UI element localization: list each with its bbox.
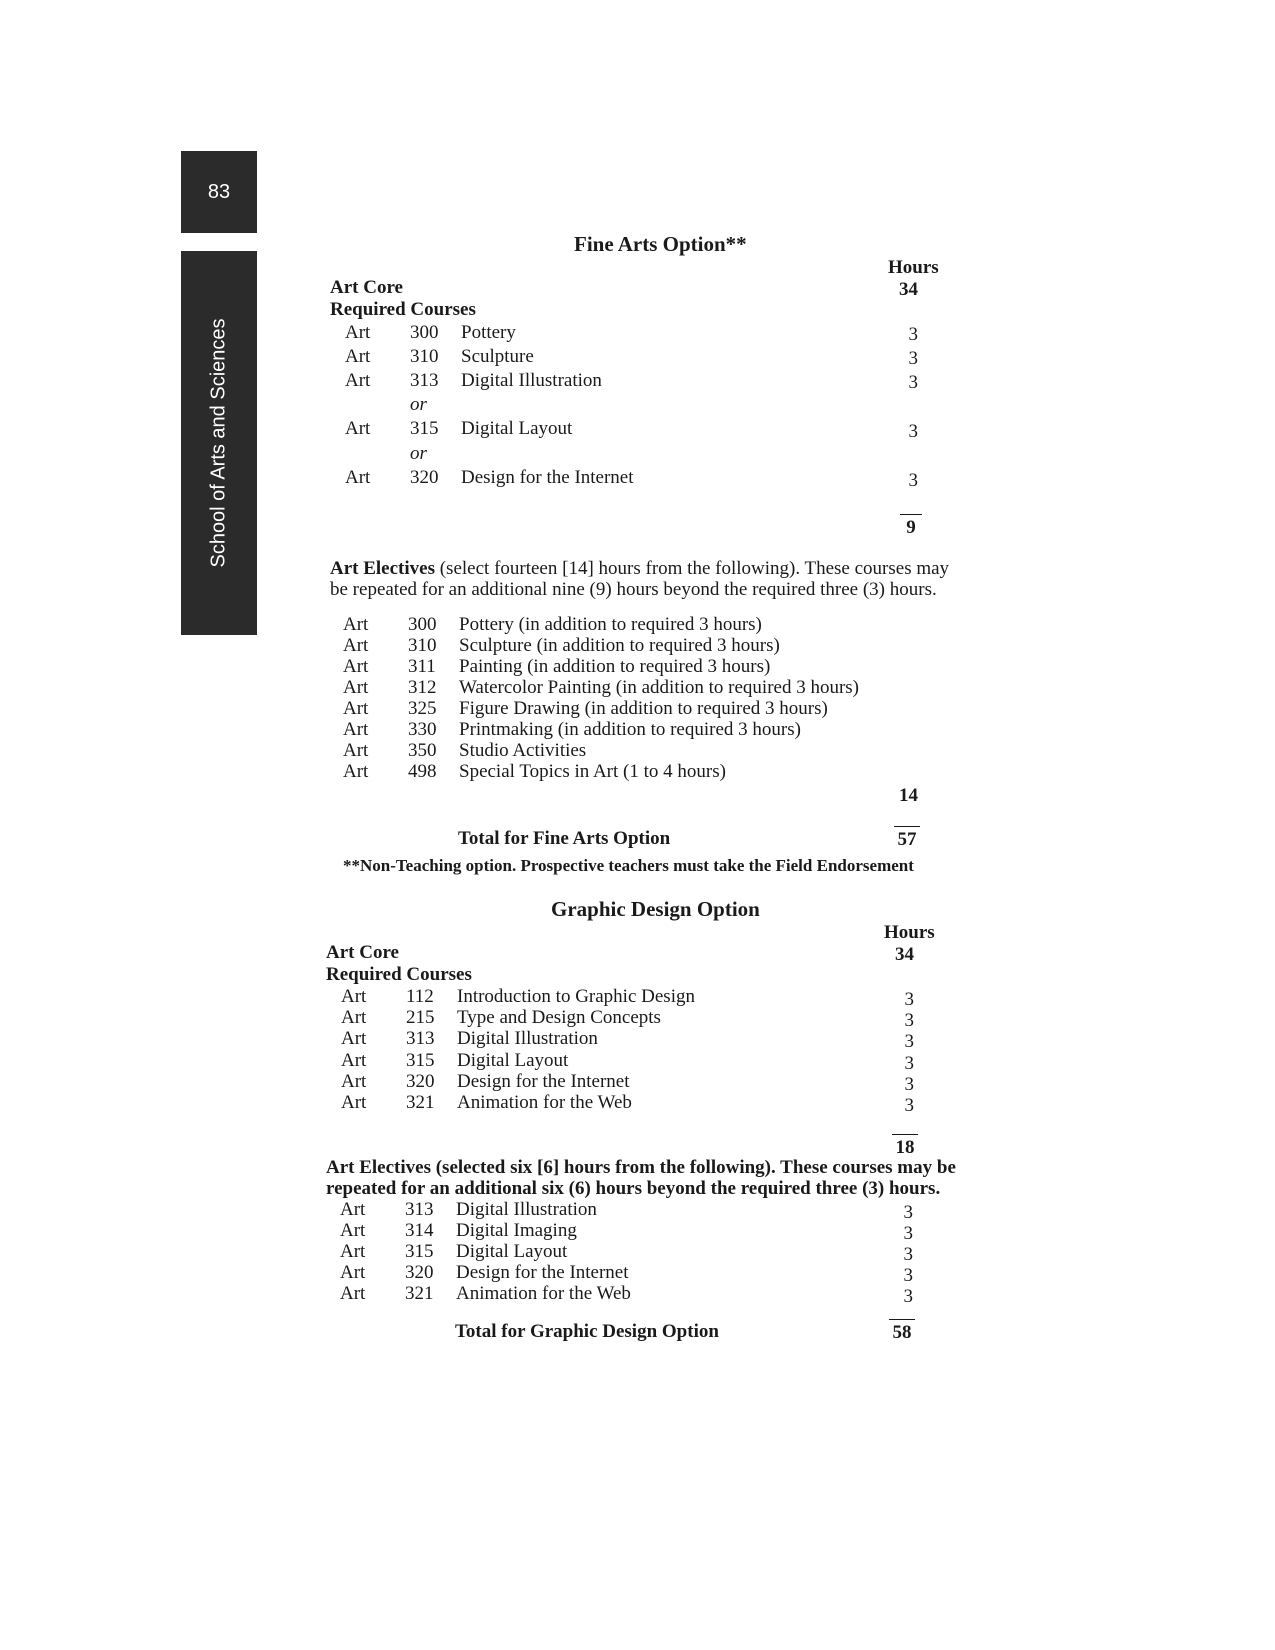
course-hours: 3 xyxy=(904,1095,914,1116)
graphic-design-required-label: Required Courses xyxy=(326,964,472,985)
course-name: Pottery (in addition to required 3 hours) xyxy=(459,614,762,635)
graphic-design-required-subtotal: 18 xyxy=(892,1134,918,1159)
page-number-tab xyxy=(181,151,257,233)
graphic-design-core-label: Art Core xyxy=(326,942,399,963)
course-number: 215 xyxy=(406,1007,435,1028)
course-dept: Art xyxy=(345,322,371,343)
graphic-design-electives-note: repeated for an additional six (6) hours beyond the required three (3) hours. xyxy=(326,1178,941,1199)
course-number: 320 xyxy=(405,1262,434,1283)
course-name: Design for the Internet xyxy=(461,467,634,488)
course-dept: Art xyxy=(340,1283,366,1304)
section-tab-label: School of Arts and Sciences xyxy=(207,318,230,568)
course-name: Figure Drawing (in addition to required 3 hours) xyxy=(459,698,828,719)
course-number: 310 xyxy=(410,346,439,367)
fine-arts-required-subtotal: 9 xyxy=(900,514,922,539)
course-name: Digital Illustration xyxy=(461,370,602,391)
course-name: Design for the Internet xyxy=(456,1262,629,1283)
course-hours: 3 xyxy=(908,421,918,442)
course-number: 313 xyxy=(410,370,439,391)
course-number: 320 xyxy=(410,467,439,488)
course-name: Animation for the Web xyxy=(456,1283,631,1304)
course-hours: 3 xyxy=(904,1053,914,1074)
course-hours: 3 xyxy=(903,1223,913,1244)
fine-arts-electives-note: be repeated for an additional nine (9) hours beyond the required three (3) hours. xyxy=(330,579,937,600)
course-dept: Art xyxy=(343,614,369,635)
graphic-design-total: 58 xyxy=(889,1319,915,1344)
course-dept: Art xyxy=(340,1241,366,1262)
page-number: 83 xyxy=(207,180,231,203)
course-name: Printmaking (in addition to required 3 hours) xyxy=(459,719,801,740)
course-hours: 3 xyxy=(903,1265,913,1286)
course-name: Special Topics in Art (1 to 4 hours) xyxy=(459,761,726,782)
course-name: Animation for the Web xyxy=(457,1092,632,1113)
course-number: 498 xyxy=(408,761,437,782)
fine-arts-title: Fine Arts Option** xyxy=(574,232,747,256)
graphic-design-total-label: Total for Graphic Design Option xyxy=(455,1321,719,1342)
course-dept: Art xyxy=(343,656,369,677)
course-dept: Art xyxy=(343,677,369,698)
course-hours: 3 xyxy=(904,989,914,1010)
fine-arts-core-hours: 34 xyxy=(899,279,918,300)
or-separator: or xyxy=(410,443,427,464)
course-number: 315 xyxy=(406,1050,435,1071)
course-name: Sculpture xyxy=(461,346,534,367)
course-dept: Art xyxy=(345,346,371,367)
course-name: Digital Layout xyxy=(456,1241,568,1262)
section-side-tab xyxy=(181,251,257,635)
electives-note: (select fourteen [14] hours from the following). These courses may xyxy=(439,558,950,579)
course-name: Sculpture (in addition to required 3 hours) xyxy=(459,635,780,656)
course-name: Digital Illustration xyxy=(457,1028,598,1049)
course-dept: Art xyxy=(341,1007,367,1028)
graphic-design-hours-header: Hours xyxy=(884,922,935,943)
course-dept: Art xyxy=(341,1028,367,1049)
course-dept: Art xyxy=(345,418,371,439)
course-name: Digital Layout xyxy=(457,1050,569,1071)
graphic-design-title: Graphic Design Option xyxy=(551,897,760,921)
course-hours: 3 xyxy=(903,1202,913,1223)
course-dept: Art xyxy=(340,1199,366,1220)
course-dept: Art xyxy=(343,698,369,719)
course-name: Digital Illustration xyxy=(456,1199,597,1220)
course-number: 314 xyxy=(405,1220,434,1241)
course-name: Introduction to Graphic Design xyxy=(457,986,695,1007)
course-number: 325 xyxy=(408,698,437,719)
course-number: 112 xyxy=(406,986,434,1007)
course-dept: Art xyxy=(341,1071,367,1092)
fine-arts-total: 57 xyxy=(894,826,920,851)
course-number: 330 xyxy=(408,719,437,740)
course-dept: Art xyxy=(343,761,369,782)
course-dept: Art xyxy=(341,986,367,1007)
fine-arts-total-label: Total for Fine Arts Option xyxy=(458,828,671,849)
course-number: 321 xyxy=(405,1283,434,1304)
course-number: 321 xyxy=(406,1092,435,1113)
course-number: 320 xyxy=(406,1071,435,1092)
course-hours: 3 xyxy=(908,348,918,369)
course-hours: 3 xyxy=(908,470,918,491)
fine-arts-required-label: Required Courses xyxy=(330,299,476,320)
course-number: 311 xyxy=(408,656,436,677)
course-name: Pottery xyxy=(461,322,516,343)
course-number: 350 xyxy=(408,740,437,761)
course-name: Digital Imaging xyxy=(456,1220,577,1241)
course-name: Watercolor Painting (in addition to required 3 hours) xyxy=(459,677,860,698)
course-number: 315 xyxy=(410,418,439,439)
course-dept: Art xyxy=(345,467,371,488)
course-name: Painting (in addition to required 3 hours) xyxy=(459,656,771,677)
course-number: 313 xyxy=(406,1028,435,1049)
graphic-design-core-hours: 34 xyxy=(895,944,914,965)
course-dept: Art xyxy=(341,1050,367,1071)
course-name: Design for the Internet xyxy=(457,1071,630,1092)
course-dept: Art xyxy=(343,635,369,656)
course-hours: 3 xyxy=(904,1031,914,1052)
course-hours: 3 xyxy=(908,324,918,345)
course-number: 310 xyxy=(408,635,437,656)
electives-label: Art Electives xyxy=(330,558,435,579)
course-hours: 3 xyxy=(904,1010,914,1031)
or-separator: or xyxy=(410,394,427,415)
fine-arts-footnote: **Non-Teaching option. Prospective teachers must take the Field Endorsement xyxy=(343,856,914,875)
course-dept: Art xyxy=(340,1262,366,1283)
course-hours: 3 xyxy=(903,1244,913,1265)
course-hours: 3 xyxy=(903,1286,913,1307)
course-hours: 3 xyxy=(904,1074,914,1095)
course-dept: Art xyxy=(341,1092,367,1113)
fine-arts-core-label: Art Core xyxy=(330,277,403,298)
course-dept: Art xyxy=(343,740,369,761)
course-dept: Art xyxy=(343,719,369,740)
course-name: Type and Design Concepts xyxy=(457,1007,661,1028)
course-number: 300 xyxy=(410,322,439,343)
course-dept: Art xyxy=(345,370,371,391)
course-number: 300 xyxy=(408,614,437,635)
course-number: 313 xyxy=(405,1199,434,1220)
fine-arts-hours-header: Hours xyxy=(888,257,939,278)
course-number: 312 xyxy=(408,677,437,698)
course-name: Digital Layout xyxy=(461,418,573,439)
fine-arts-electives-subtotal: 14 xyxy=(899,785,918,806)
course-number: 315 xyxy=(405,1241,434,1262)
course-name: Studio Activities xyxy=(459,740,587,761)
graphic-design-electives-intro: Art Electives (selected six [6] hours from the following). These courses may be xyxy=(326,1157,956,1178)
course-hours: 3 xyxy=(908,372,918,393)
course-dept: Art xyxy=(340,1220,366,1241)
fine-arts-electives-intro xyxy=(330,558,949,580)
